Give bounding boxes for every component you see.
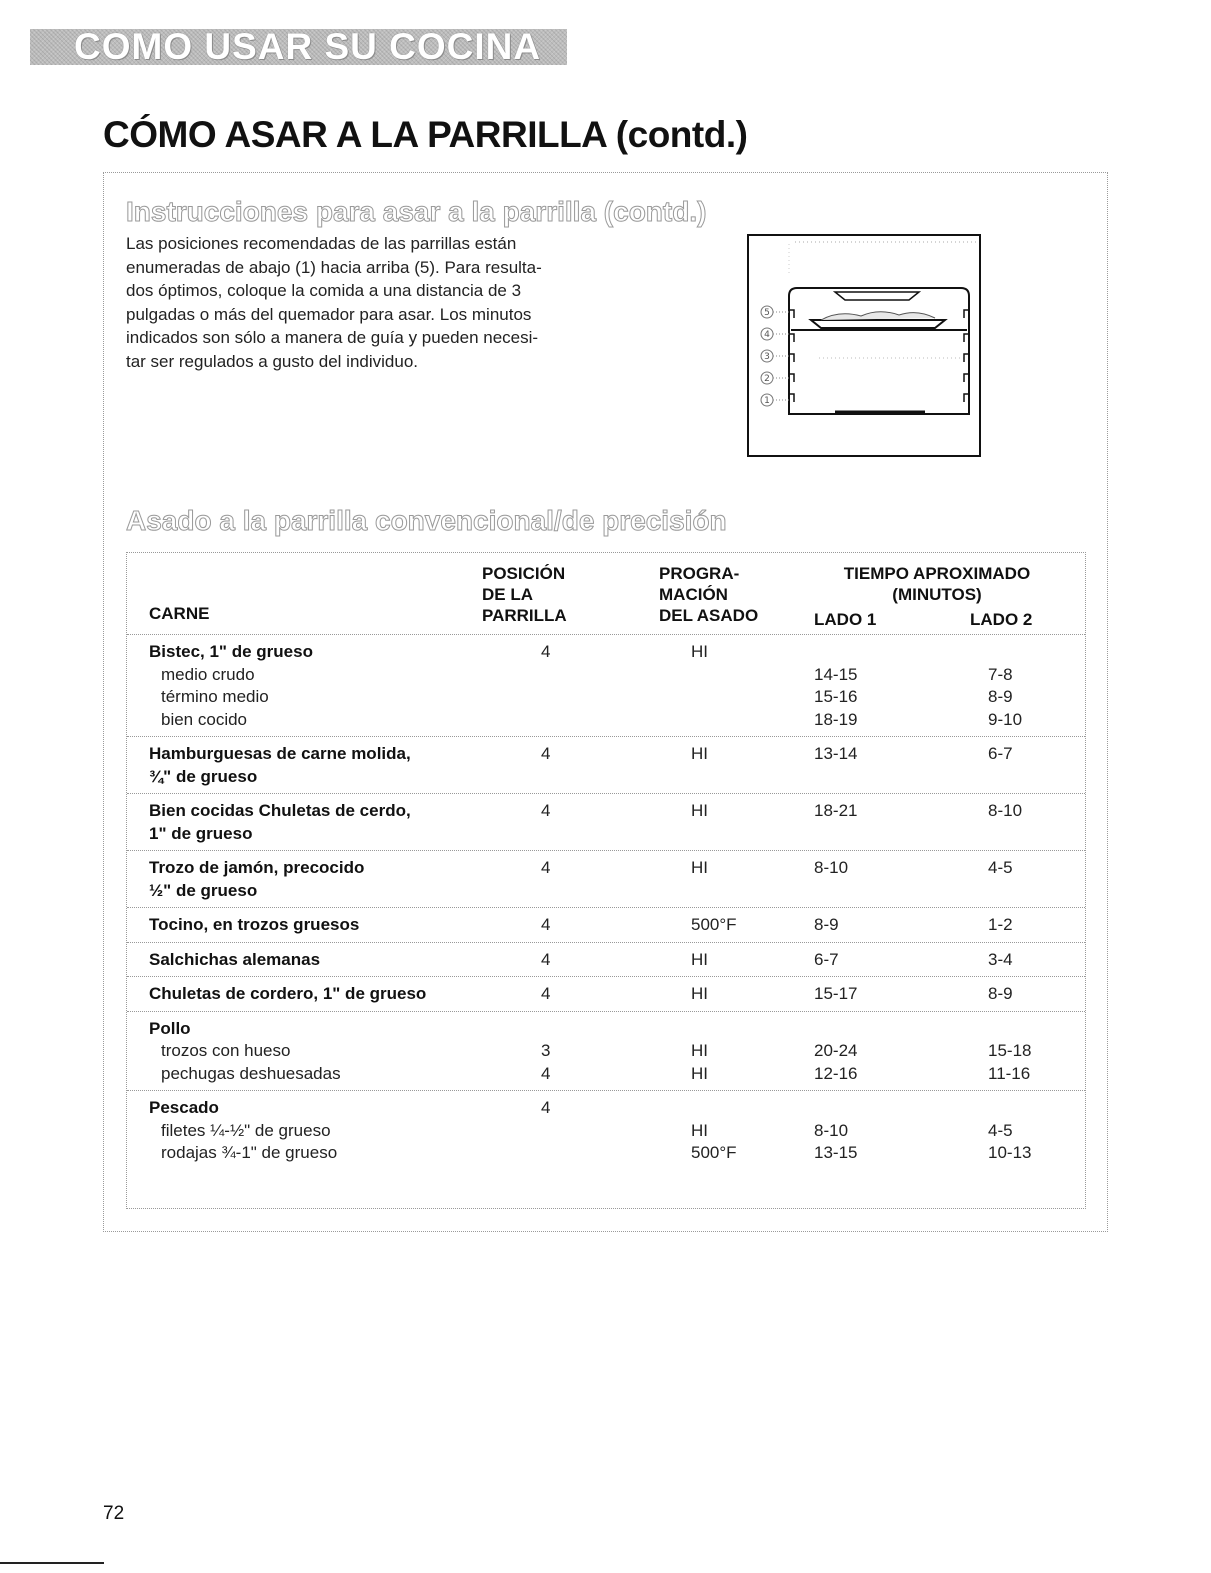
table-row [127, 1011, 1085, 1092]
meat-cell: bien cocido [161, 709, 248, 729]
side1-time-cell: 12-16 [814, 1063, 858, 1083]
meat-cell: Pescado [149, 1098, 219, 1117]
side2-time-cell: 10-13 [988, 1143, 1032, 1162]
rack-position-cell: 3 [541, 1041, 551, 1060]
bottom-rule [0, 1562, 104, 1564]
banner-text: COMO USAR SU COCINA [74, 26, 542, 67]
side2-time-cell: 6-7 [988, 744, 1013, 763]
rack-position-cell: 4 [541, 858, 551, 877]
meat-cell: ¾" de grueso [149, 766, 258, 786]
header-posicion-line: DE LA [482, 585, 533, 604]
header-programacion-line: DEL ASADO [659, 606, 759, 625]
side2-time-cell: 8-10 [988, 801, 1023, 820]
side1-time-cell: 18-19 [814, 709, 858, 729]
meat-cell: trozos con hueso [161, 1041, 291, 1060]
side1-time-cell: 8-10 [814, 858, 849, 877]
rack-number: 5 [764, 308, 770, 318]
header-tiempo-line: (MINUTOS) [892, 585, 982, 604]
rack-position-cell: 4 [541, 642, 551, 661]
side2-time-cell: 8-9 [988, 687, 1013, 706]
table-row [127, 634, 1085, 737]
header-lado1: LADO 1 [814, 610, 877, 629]
header-tiempo-line: TIEMPO APROXIMADO [843, 564, 1031, 583]
oven-cavity [789, 288, 969, 414]
intro-line: dos óptimos, coloque la comida a una distancia de 3 [126, 281, 522, 300]
side2-time-cell: 4-5 [988, 858, 1013, 877]
header-lado2: LADO 2 [970, 610, 1033, 629]
broil-setting-cell: HI [691, 949, 708, 969]
meat-cell: Tocino, en trozos gruesos [149, 915, 360, 934]
rack-position-cell: 4 [541, 949, 551, 969]
meat-cell: Chuletas de cordero, 1" de grueso [149, 984, 427, 1003]
intro-line: indicados son sólo a manera de guía y pueden necesi- [126, 328, 539, 347]
table-row [127, 1090, 1085, 1171]
rack-number: 1 [764, 396, 770, 406]
broil-setting-cell: 500°F [691, 1143, 737, 1162]
meat-cell: medio crudo [161, 664, 255, 684]
broil-setting-cell: HI [691, 1041, 708, 1060]
side2-time-cell: 8-9 [988, 984, 1013, 1003]
header-programacion [659, 563, 758, 626]
meat-cell: pechugas deshuesadas [161, 1063, 341, 1083]
header-programacion-line: MACIÓN [659, 585, 728, 604]
oven-illustration [749, 236, 979, 455]
section-heading-broiling: Asado a la parrilla convencional/de precisión [126, 505, 727, 536]
table-row [127, 976, 1085, 1012]
header-posicion-line: PARRILLA [482, 606, 567, 625]
rack-number: 2 [764, 374, 770, 384]
meat-cell: Pollo [149, 1018, 191, 1038]
intro-line: tar ser regulados a gusto del individuo. [126, 351, 419, 371]
side1-time-cell: 20-24 [814, 1041, 858, 1060]
rack-position-cell: 4 [541, 1063, 551, 1083]
meat-cell: término medio [161, 687, 269, 706]
meat-cell: rodajas ¾-1" de grueso [161, 1143, 338, 1162]
rack-position-cell: 4 [541, 915, 551, 934]
intro-line: enumeradas de abajo (1) hacia arriba (5). Para resulta- [126, 257, 542, 277]
rack-position-cell: 4 [541, 801, 551, 820]
food-on-pan [821, 312, 935, 320]
broil-setting-cell: HI [691, 744, 708, 763]
side2-time-cell: 4-5 [988, 1120, 1013, 1140]
side2-time-cell: 15-18 [988, 1041, 1032, 1060]
table-row [127, 793, 1085, 851]
meat-cell: 1" de grueso [149, 823, 253, 843]
table-row [127, 850, 1085, 908]
side2-time-cell: 9-10 [988, 709, 1023, 729]
meat-cell: Bistec, 1" de grueso [149, 642, 313, 661]
intro-line: Las posiciones recomendadas de las parrillas están [126, 234, 517, 253]
broil-setting-cell: 500°F [691, 915, 737, 934]
broiling-table [126, 552, 1086, 1209]
section-heading-instructions: Instrucciones para asar a la parrilla (contd.) [126, 196, 707, 227]
side1-time-cell: 13-15 [814, 1143, 858, 1162]
table-row [127, 907, 1085, 943]
broiler-pan [811, 320, 945, 328]
meat-cell: filetes ¼-½" de grueso [161, 1120, 331, 1140]
section-banner [30, 26, 567, 67]
broil-setting-cell: HI [691, 801, 708, 820]
meat-cell: Trozo de jamón, precocido [149, 858, 365, 877]
side2-time-cell: 11-16 [988, 1063, 1031, 1083]
side1-time-cell: 15-16 [814, 687, 858, 706]
side2-time-cell: 1-2 [988, 915, 1013, 934]
side1-time-cell: 6-7 [814, 949, 839, 969]
header-tiempo [812, 563, 1062, 605]
broil-setting-cell: HI [691, 1063, 708, 1083]
side1-time-cell: 8-10 [814, 1120, 849, 1140]
rack-position-cell: 4 [541, 744, 551, 763]
broil-element [835, 292, 919, 300]
header-posicion-line: POSICIÓN [482, 564, 566, 583]
broil-setting-cell: HI [691, 1120, 708, 1140]
oven-rack-diagram [747, 234, 981, 457]
table-row [127, 736, 1085, 794]
intro-paragraph [126, 232, 626, 373]
rack-number: 3 [764, 352, 770, 362]
table-row [127, 942, 1085, 978]
rack-number: 4 [764, 330, 770, 340]
side1-time-cell: 8-9 [814, 915, 839, 934]
page-number: 72 [103, 1503, 125, 1524]
side2-time-cell: 3-4 [988, 949, 1013, 969]
side1-time-cell: 15-17 [814, 984, 858, 1003]
meat-cell: Bien cocidas Chuletas de cerdo, [149, 801, 411, 820]
broil-setting-cell: HI [691, 642, 708, 661]
intro-line: pulgadas o más del quemador para asar. Los minutos [126, 304, 532, 324]
rack-position-cell: 4 [541, 1098, 551, 1117]
page-title: CÓMO ASAR A LA PARRILLA (contd.) [103, 114, 748, 155]
side1-time-cell: 13-14 [814, 744, 858, 763]
meat-cell: Salchichas alemanas [149, 949, 321, 969]
side1-time-cell: 18-21 [814, 801, 858, 820]
header-carne: CARNE [149, 604, 210, 623]
header-posicion [482, 563, 567, 626]
meat-cell: ½" de grueso [149, 880, 258, 900]
side1-time-cell: 14-15 [814, 664, 858, 684]
header-programacion-line: PROGRA- [659, 564, 740, 583]
meat-cell: Hamburguesas de carne molida, [149, 744, 411, 763]
broil-setting-cell: HI [691, 858, 708, 877]
side2-time-cell: 7-8 [988, 664, 1013, 684]
rack-position-cell: 4 [541, 984, 551, 1003]
broil-setting-cell: HI [691, 984, 708, 1003]
